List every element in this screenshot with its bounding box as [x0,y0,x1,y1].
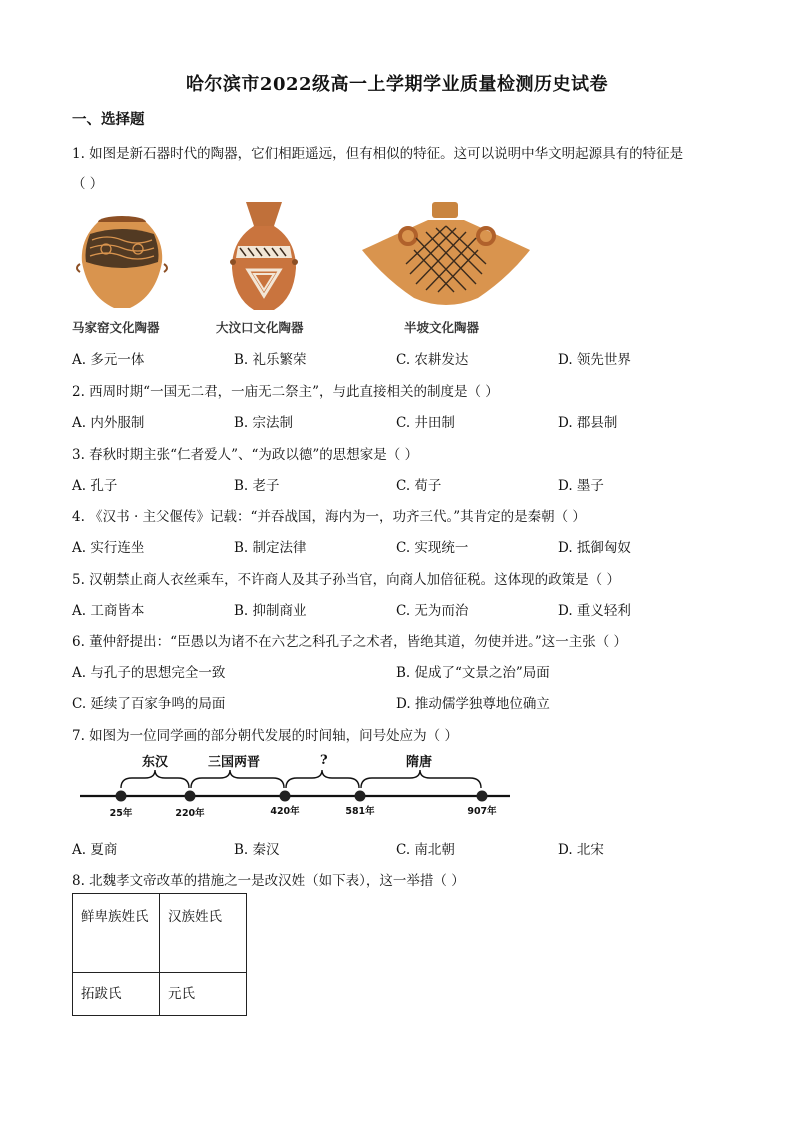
q5-stem: 5. 汉朝禁止商人衣丝乘车，不许商人及其子孙当官，向商人加倍征税。这体现的政策是（ ） [72,572,620,588]
q5-option-a[interactable]: A. 工商皆本 [72,603,145,619]
figure-caption-dawenkou: 大汶口文化陶器 [216,320,304,335]
q8-stem: 8. 北魏孝文帝改革的措施之一是改汉姓（如下表），这一举措（ ） [72,873,465,889]
q7-option-b[interactable]: B. 秦汉 [234,842,280,858]
timeline-year-1: 25年 [109,808,133,819]
figure-caption-banpo: 半坡文化陶器 [404,320,480,335]
q6-stem: 6. 董仲舒提出：“臣愚以为诸不在六艺之科孔子之术者，皆绝其道，勿使并进。”这一主张（ ） [72,634,628,650]
table-header-han: 汉族姓氏 [160,894,247,973]
q1-stem: 1. 如图是新石器时代的陶器，它们相距遥远，但有相似的特征。这可以说明中华文明起源具有的特征是 [72,146,684,162]
q3-option-a[interactable]: A. 孔子 [72,478,118,494]
q1-figures [72,196,542,336]
q8-surname-table [72,893,247,1016]
q7-timeline-figure [80,748,510,826]
majiayao-pottery-image [72,204,172,314]
timeline-dot-5 [477,791,488,802]
q6-option-a[interactable]: A. 与孔子的思想完全一致 [72,665,226,681]
q4-option-a[interactable]: A. 实行连坐 [72,540,145,556]
timeline-year-4: 581年 [345,806,375,817]
timeline-brace-1 [121,770,189,788]
figure-caption-majiayao: 马家窑文化陶器 [72,320,160,335]
q5-option-b[interactable]: B. 抑制商业 [234,603,307,619]
q2-option-d[interactable]: D. 郡县制 [558,415,618,431]
q3-option-b[interactable]: B. 老子 [234,478,280,494]
timeline-dot-4 [355,791,366,802]
timeline-period-2: 三国两晋 [208,755,261,770]
q2-option-c[interactable]: C. 井田制 [396,415,455,431]
section-heading: 一、选择题 [72,111,145,128]
q6-option-c[interactable]: C. 延续了百家争鸣的局面 [72,696,226,712]
timeline-year-3: 420年 [270,806,300,817]
q2-stem: 2. 西周时期“一国无二君，一庙无二祭主”，与此直接相关的制度是（ ） [72,384,499,400]
q7-option-c[interactable]: C. 南北朝 [396,842,455,858]
q7-option-a[interactable]: A. 夏商 [72,842,118,858]
q1-option-a[interactable]: A. 多元一体 [72,352,145,368]
timeline-year-2: 220年 [175,808,205,819]
banpo-pottery-image [358,198,534,314]
q2-option-b[interactable]: B. 宗法制 [234,415,294,431]
table-cell-han: 元氏 [160,973,247,1016]
q7-option-d[interactable]: D. 北宋 [558,842,604,858]
timeline-dot-3 [280,791,291,802]
q1-option-d[interactable]: D. 领先世界 [558,352,631,368]
q1-option-b[interactable]: B. 礼乐繁荣 [234,352,307,368]
q5-option-c[interactable]: C. 无为而治 [396,603,469,619]
q3-option-c[interactable]: C. 荀子 [396,478,442,494]
q1-option-c[interactable]: C. 农耕发达 [396,352,469,368]
timeline-period-3: ? [320,753,328,768]
q6-option-b[interactable]: B. 促成了“文景之治”局面 [396,665,550,681]
page-title: 哈尔滨市2022级高一上学期学业质量检测历史试卷 [185,74,609,95]
table-header-xianbei: 鲜卑族姓氏 [73,894,160,973]
timeline-period-4: 隋唐 [406,755,433,770]
timeline-dot-2 [185,791,196,802]
timeline-brace-4 [361,770,481,788]
q7-stem: 7. 如图为一位同学画的部分朝代发展的时间轴，问号处应为（ ） [72,728,458,744]
timeline-brace-2 [191,770,284,788]
q5-option-d[interactable]: D. 重义轻利 [558,603,631,619]
q4-option-b[interactable]: B. 制定法律 [234,540,307,556]
q3-option-d[interactable]: D. 墨子 [558,478,604,494]
timeline-period-1: 东汉 [142,755,169,770]
table-cell-xianbei: 拓跋氏 [73,973,160,1016]
timeline-year-5: 907年 [467,806,497,817]
q2-option-a[interactable]: A. 内外服制 [72,415,145,431]
q1-stem-bracket: （ ） [72,176,104,192]
timeline-dot-1 [116,791,127,802]
timeline-brace-3 [286,770,359,788]
q4-stem: 4. 《汉书 · 主父偃传》记载：“并吞战国，海内为一，功齐三代。”其肯定的是秦朝（ ） [72,509,586,525]
q4-option-d[interactable]: D. 抵御匈奴 [558,540,631,556]
q6-option-d[interactable]: D. 推动儒学独尊地位确立 [396,696,550,712]
dawenkou-pottery-image [224,196,304,316]
q4-option-c[interactable]: C. 实现统一 [396,540,469,556]
q3-stem: 3. 春秋时期主张“仁者爱人”、“为政以德”的思想家是（ ） [72,447,419,463]
